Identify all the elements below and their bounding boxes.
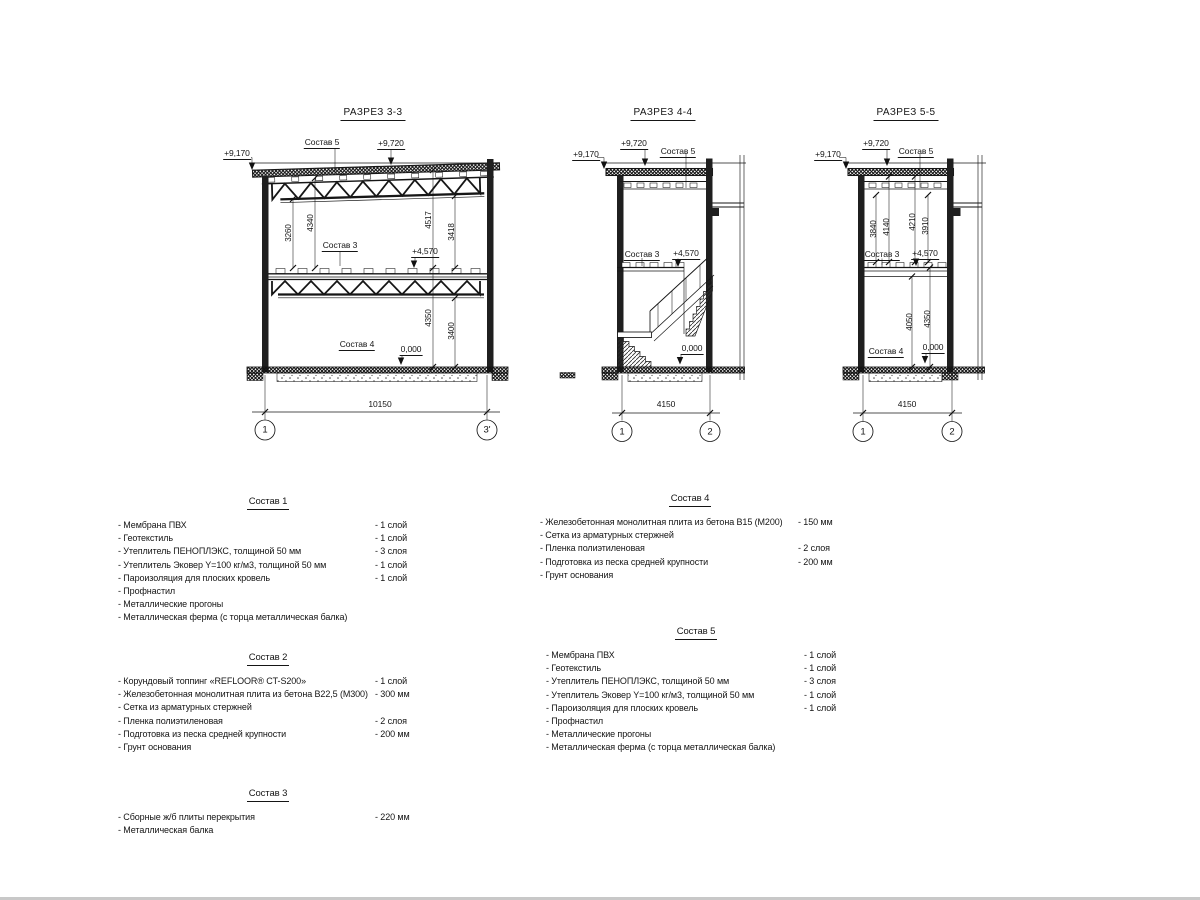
composition-list-3 (118, 788, 418, 837)
composition-item: - Металлические прогоны (546, 729, 652, 740)
axis-label: 1 (619, 425, 625, 437)
axis-label: 2 (707, 425, 713, 437)
section-title: РАЗРЕЗ 3-3 (341, 108, 406, 121)
composition-ref-label: Состав 5 (304, 137, 340, 147)
composition-list-title: Состав 1 (118, 496, 418, 507)
span-dim-label: 10150 (368, 399, 392, 409)
span-dim-label: 4150 (897, 399, 917, 409)
dim-label: 4340 (306, 214, 315, 232)
zero-level-label: 0,000 (681, 343, 703, 353)
composition-list-5 (546, 626, 846, 755)
composition-item: - Мембрана ПВХ - 1 слой (118, 520, 408, 530)
section-title: РАЗРЕЗ 5-5 (874, 108, 939, 121)
composition-item: - Утеплитель ПЕНОПЛЭКС, толщиной 50 мм - 3 слоя (118, 546, 407, 557)
section-3-3-linework (247, 148, 508, 440)
dim-label: 4140 (882, 218, 891, 236)
roof-slab (848, 169, 954, 176)
sand-bedding (869, 373, 942, 382)
composition-item: - Сборные ж/б плиты перекрытия - 220 мм (118, 812, 410, 822)
composition-item: - Металлическая балка (118, 825, 214, 836)
composition-ref-label: Состав 4 (868, 346, 904, 356)
dim-label: 3910 (921, 217, 930, 235)
dim-label: 3840 (869, 220, 878, 238)
composition-ref-label: Состав 3 (322, 240, 358, 250)
dim-label: 3418 (447, 223, 456, 241)
dim-label: 3260 (284, 224, 293, 242)
roof-slab (606, 169, 713, 176)
composition-item: - Подготовка из песка средней крупности - 200 мм (540, 556, 833, 567)
roof-truss-assembly (252, 163, 500, 204)
elevation-label: +9,720 (378, 138, 404, 148)
elevation-label: +9,170 (573, 149, 599, 159)
composition-item: - Пленка полиэтиленовая - 2 слоя (540, 543, 830, 554)
composition-item: - Утеплитель ПЕНОПЛЭКС, толщиной 50 мм - 3 слоя (546, 676, 836, 687)
composition-item: - Профнастил (546, 716, 604, 727)
section-title: РАЗРЕЗ 4-4 (631, 108, 696, 121)
composition-item: - Железобетонная монолитная плита из бетона В15 (М200) - 150 мм (540, 517, 833, 527)
vertical-dimension-lines (873, 174, 933, 371)
sand-bedding (628, 373, 702, 382)
zero-level-label: 0,000 (400, 344, 422, 354)
composition-item: - Подготовка из песка средней крупности - 200 мм (118, 728, 410, 739)
composition-item: - Сетка из арматурных стержней (118, 702, 252, 713)
dim-label: 4350 (923, 310, 932, 328)
composition-item: - Металлическая ферма (с торца металлическая балка) (118, 612, 348, 623)
elevation-label: +4,570 (412, 246, 438, 256)
elevation-label: +9,170 (224, 148, 250, 158)
composition-ref-label: Состав 5 (898, 146, 934, 156)
composition-item: - Геотекстиль - 1 слой (546, 663, 837, 674)
composition-item: - Грунт основания (540, 569, 614, 580)
elevation-label: +9,720 (863, 138, 889, 148)
floor-plates (276, 269, 480, 274)
elevation-label: +9,720 (621, 138, 647, 148)
ground-slab (247, 367, 508, 373)
composition-ref-label: Состав 3 (624, 249, 660, 259)
composition-item: - Пленка полиэтиленовая - 2 слоя (118, 715, 407, 726)
composition-list-title: Состав 5 (546, 626, 846, 637)
composition-item: - Металлическая ферма (с торца металлическая балка) (546, 742, 776, 753)
composition-item: - Утеплитель Эковер Y=100 кг/м3, толщиной 50 мм - 1 слой (546, 689, 837, 700)
composition-item: - Пароизоляция для плоских кровель - 1 слой (546, 702, 837, 713)
floor-plates (868, 263, 946, 268)
composition-item: - Пароизоляция для плоских кровель - 1 слой (118, 572, 408, 583)
ground-slab (843, 367, 985, 373)
composition-ref-label: Состав 5 (660, 146, 696, 156)
sand-bedding (277, 373, 477, 382)
composition-ref-label: Состав 3 (864, 249, 900, 259)
composition-item: - Геотекстиль - 1 слой (118, 533, 408, 544)
right-column (706, 159, 713, 373)
axis-label: 1 (860, 425, 866, 437)
composition-list-title: Состав 2 (118, 652, 418, 663)
axis-label: 3' (483, 424, 491, 436)
composition-item: - Металлические прогоны (118, 599, 224, 610)
composition-item: - Мембрана ПВХ - 1 слой (546, 650, 837, 660)
span-dim-label: 4150 (656, 399, 676, 409)
composition-list-2 (118, 652, 418, 754)
left-column (262, 176, 269, 372)
composition-item: - Корундовый топпинг «REFLOOR® CT-S200» - 1 слой (118, 676, 408, 686)
left-column (858, 176, 865, 373)
composition-list-title: Состав 4 (540, 493, 840, 504)
section-4-4-linework (560, 146, 746, 442)
zero-level-label: 0,000 (922, 342, 944, 352)
composition-list-title: Состав 3 (118, 788, 418, 799)
floor-plates (622, 263, 684, 268)
ground-slab (602, 367, 745, 373)
right-column (947, 159, 954, 373)
ceiling-purlins (869, 183, 941, 188)
axis-label: 1 (262, 424, 268, 436)
elevation-label: +4,570 (673, 248, 699, 258)
dim-label: 4350 (424, 309, 433, 327)
composition-item: - Профнастил (118, 586, 176, 597)
composition-list-1 (118, 496, 418, 625)
composition-item: - Грунт основания (118, 742, 192, 753)
composition-list-4 (540, 493, 840, 582)
axis-label: 2 (949, 425, 955, 437)
right-column (487, 159, 494, 372)
elevation-label: +4,570 (912, 248, 938, 258)
composition-item: - Утеплитель Эковер Y=100 кг/м3, толщиной 50 мм - 1 слой (118, 559, 408, 570)
dim-label: 3400 (447, 322, 456, 340)
composition-item: - Сетка из арматурных стержней (540, 530, 674, 541)
dim-label: 4517 (424, 211, 433, 229)
composition-ref-label: Состав 4 (339, 339, 375, 349)
dim-label: 4210 (908, 213, 917, 231)
section-5-5-linework (839, 146, 986, 442)
dim-label: 4050 (905, 313, 914, 331)
elevation-label: +9,170 (815, 149, 841, 159)
composition-item: - Железобетонная монолитная плита из бетона В22,5 (М300) - 300 мм (118, 689, 410, 700)
